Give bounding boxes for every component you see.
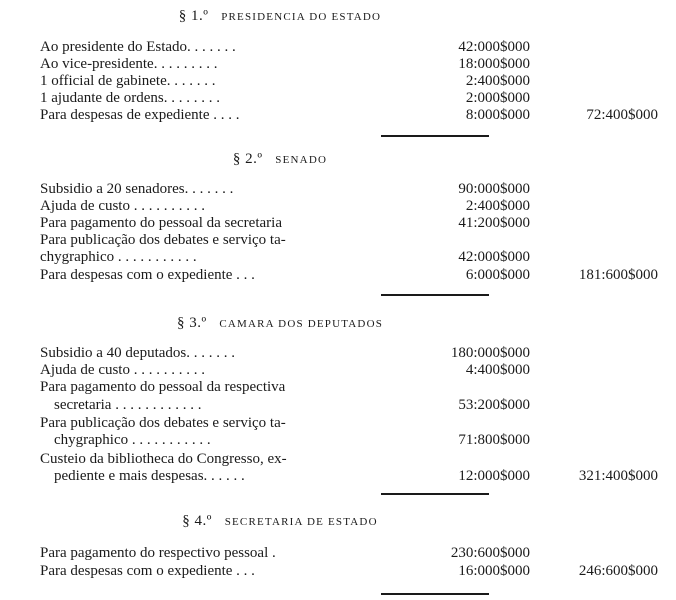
line-description: pediente e mais despesas. . . . . .	[54, 468, 245, 484]
section-number: § 2.º	[232, 151, 263, 167]
line-description: Ao presidente do Estado. . . . . . .	[40, 39, 236, 55]
line-amount: 230:600$000	[450, 545, 530, 561]
line-description: Ajuda de custo . . . . . . . . . .	[40, 362, 205, 378]
line-amount: 6:000$000	[465, 267, 530, 283]
line-amount: 4:400$000	[465, 362, 530, 378]
budget-line	[40, 214, 620, 232]
line-amount: 71:800$000	[458, 432, 530, 448]
line-amount: 12:000$000	[458, 468, 530, 484]
line-amount: 2:000$000	[465, 90, 530, 106]
budget-line	[40, 414, 620, 432]
section-title: SECRETARIA DE ESTADO	[224, 516, 378, 528]
total-rule	[381, 294, 489, 296]
budget-line	[40, 467, 658, 485]
budget-line	[40, 361, 620, 379]
line-description: Subsidio a 20 senadores. . . . . . .	[40, 181, 234, 197]
budget-line	[40, 344, 620, 362]
section-total: 321:400$000	[578, 468, 658, 484]
budget-line	[40, 55, 620, 73]
line-description: chygraphico . . . . . . . . . . .	[54, 432, 211, 448]
section-number: § 1.º	[178, 8, 209, 24]
line-description: Para despesas de expediente . . . .	[40, 107, 240, 123]
budget-line	[40, 106, 658, 124]
line-description: Ao vice-presidente. . . . . . . . .	[40, 56, 218, 72]
line-description: 1 official de gabinete. . . . . . .	[40, 73, 216, 89]
line-amount: 41:200$000	[458, 215, 530, 231]
section-1-heading	[0, 8, 560, 25]
budget-line	[40, 38, 620, 56]
line-amount: 42:000$000	[458, 249, 530, 265]
line-amount: 16:000$000	[458, 563, 530, 579]
line-description: Para pagamento do pessoal da secretaria	[40, 215, 282, 231]
line-description: secretaria . . . . . . . . . . . .	[54, 397, 202, 413]
line-description: Ajuda de custo . . . . . . . . . .	[40, 198, 205, 214]
line-amount: 2:400$000	[465, 198, 530, 214]
budget-line	[40, 266, 658, 284]
line-amount: 53:200$000	[458, 397, 530, 413]
section-number: § 3.º	[176, 315, 207, 331]
budget-line	[40, 544, 620, 562]
line-description: Subsidio a 40 deputados. . . . . . .	[40, 345, 235, 361]
section-total: 72:400$000	[586, 107, 658, 123]
total-rule	[381, 493, 489, 495]
section-title: SENADO	[275, 154, 328, 166]
line-amount: 90:000$000	[458, 181, 530, 197]
line-description: chygraphico . . . . . . . . . . .	[40, 249, 197, 265]
line-amount: 180:000$000	[450, 345, 530, 361]
line-description: Para publicação dos debates e serviço ta-	[40, 415, 286, 431]
budget-line	[40, 396, 620, 414]
section-total: 181:600$000	[578, 267, 658, 283]
budget-line	[40, 562, 658, 580]
line-description: Para pagamento do respectivo pessoal .	[40, 545, 276, 561]
budget-line	[40, 450, 620, 468]
budget-line	[40, 231, 620, 249]
line-amount: 2:400$000	[465, 73, 530, 89]
section-total: 246:600$000	[578, 563, 658, 579]
line-description: 1 ajudante de ordens. . . . . . . .	[40, 90, 220, 106]
budget-line	[40, 197, 620, 215]
budget-line	[40, 378, 620, 396]
total-rule	[381, 593, 489, 595]
budget-line	[40, 248, 620, 266]
section-number: § 4.º	[182, 513, 212, 529]
line-description: Para despesas com o expediente . . .	[40, 267, 255, 283]
line-description: Para despesas com o expediente . . .	[40, 563, 255, 579]
budget-line	[40, 89, 620, 107]
budget-line	[40, 72, 620, 90]
budget-line	[40, 180, 620, 198]
line-description: Custeio da bibliotheca do Congresso, ex-	[40, 451, 287, 467]
section-title: PRESIDENCIA DO ESTADO	[221, 11, 382, 23]
line-amount: 42:000$000	[458, 39, 530, 55]
section-3-heading	[0, 315, 560, 332]
line-amount: 18:000$000	[458, 56, 530, 72]
total-rule	[381, 135, 489, 137]
section-2-heading	[0, 151, 560, 168]
section-title: CAMARA DOS DEPUTADOS	[219, 318, 384, 330]
budget-line	[40, 431, 620, 449]
line-amount: 8:000$000	[465, 107, 530, 123]
section-4-heading	[0, 513, 560, 530]
line-description: Para pagamento do pessoal da respectiva	[40, 379, 286, 395]
line-description: Para publicação dos debates e serviço ta-	[40, 232, 286, 248]
